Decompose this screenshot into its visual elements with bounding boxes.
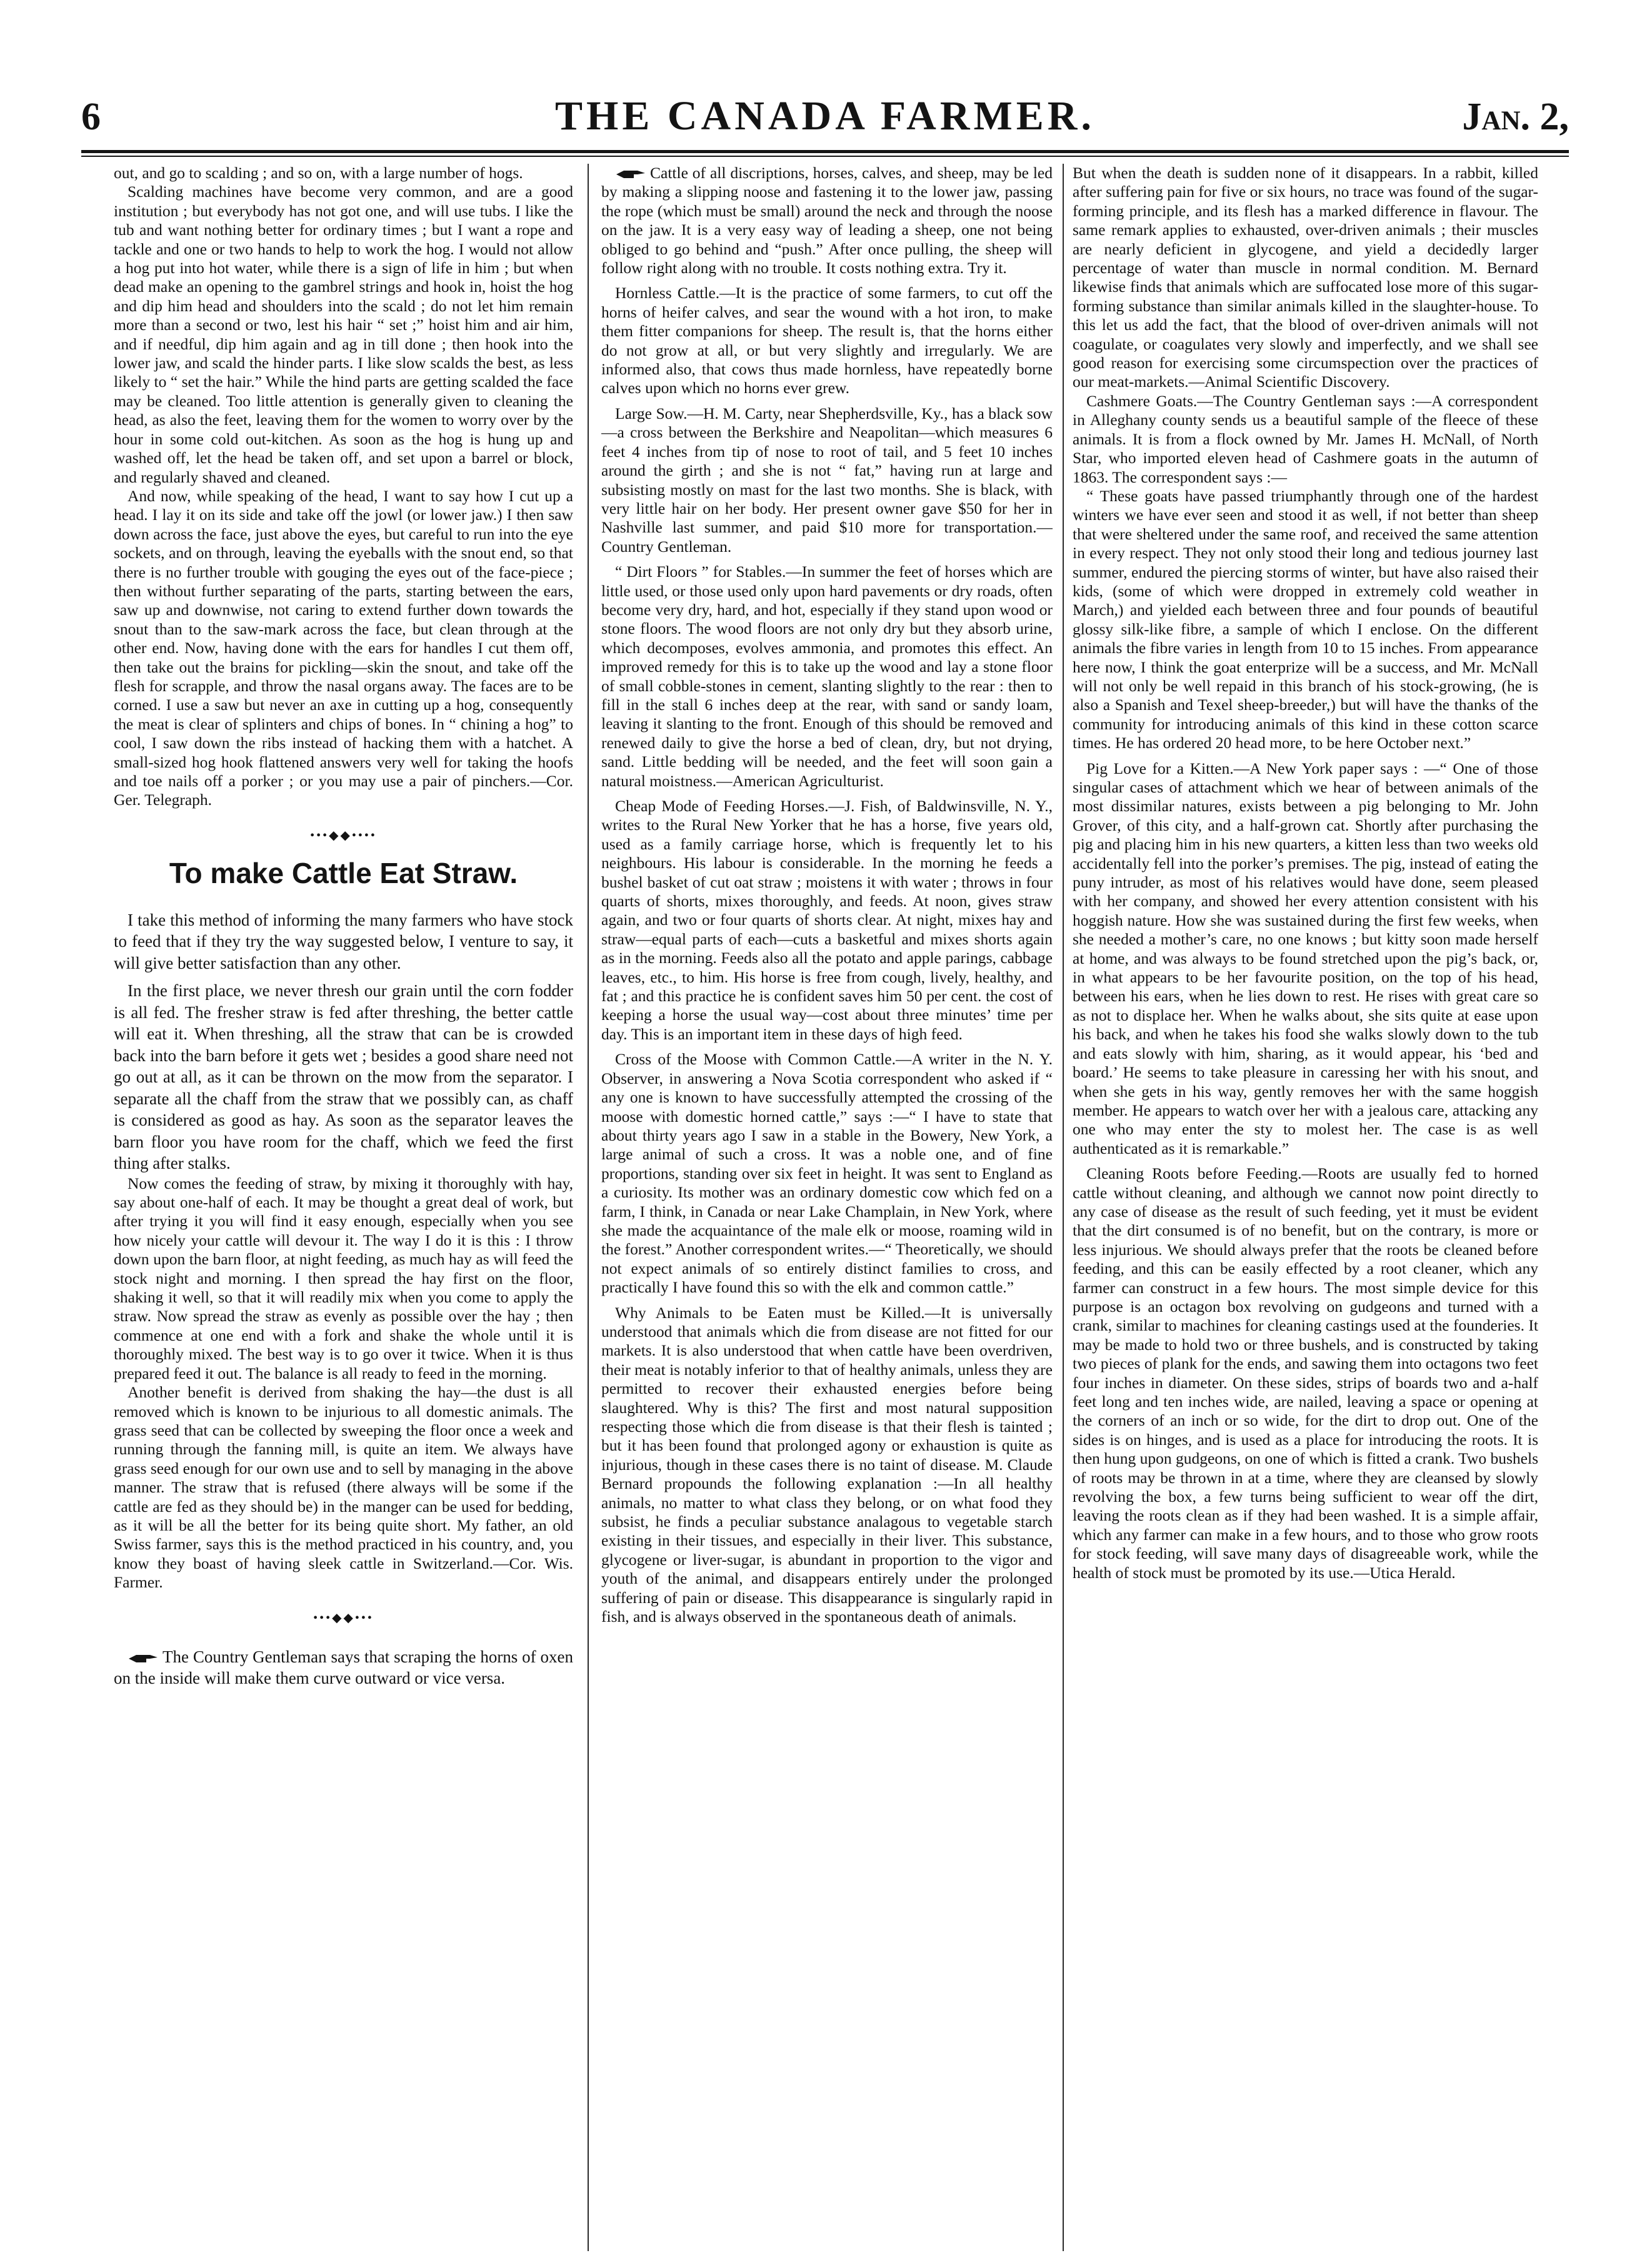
column-1 <box>114 164 573 2251</box>
article-paragraph: Cheap Mode of Feeding Horses.—J. Fish, of Baldwinsville, N. Y., writes to the Rural New Yorker that he has a horse, five years old, used as a family carriage horse, which is frequently let to his neighbours. His labour is considerable. In the morning he feeds a bushel basket of cut oat straw ; moistens it with water ; throws in four quarts of shorts, mixes thoroughly, and feeds. At noon, gives straw again, and two or four quarts of shorts clear. At night, mixes hay and straw—equal parts of each—cuts a basketful and mixes shorts again as in the morning. Feeds also all the potato and apple parings, cabbage leaves, etc., to him. His horse is free from cough, lively, healthy, and fat ; and this practice he is confident saves him 50 per cent. the cost of keeping a horse the usual way—cost about three minutes’ time per day. This is an important item in these days of high feed. <box>601 797 1053 1043</box>
pointing-hand-icon <box>615 168 646 181</box>
article-paragraph: Cashmere Goats.—The Country Gentleman says :—A correspondent in Alleghany county sends us a beautiful sample of the fleece of these animals. It is from a flock owned by Mr. James H. McNall, of North Star, who imported eleven head of Cashmere goats in the autumn of 1863. The correspondent says :— <box>1073 391 1538 486</box>
article-paragraph: Hornless Cattle.—It is the practice of some farmers, to cut off the horns of heifer calves, and sear the wound with a hot iron, to make them fitter companions for sheep. The result is, that the horns either do not grow at all, or but very slightly and irregularly. We are informed also, that cows thus made hornless, have repeatedly borne calves upon which no horns ever grew. <box>601 284 1053 397</box>
article-paragraph: The Country Gentleman says that scraping the horns of oxen on the inside will make them curve outward or vice versa. <box>114 1647 573 1688</box>
article-paragraph: And now, while speaking of the head, I want to say how I cut up a head. I lay it on its side and take off the jowl (or lower jaw.) I then saw down across the face, just above the eyes, but careful to run into the eye sockets, and on through, leaving the eyeballs with the snout end, so that there is no further trouble with gouging the eyes out of the face-piece ; then without further separating of the parts, starting between the ears, saw up and downwise, not caring to extend further down towards the snout than to the saw-mark across the face, but clean through at the other end. Now, having done with the ears for handles I cut them off, then take out the brains for pickling—skin the snout, and take off the flesh for scrapple, and throw the nasal organs away. The faces are to be corned. I use a saw but never an axe in cutting up a hog, consequently the meat is clear of splinters and chips of bones. In “ chining a hog” to cool, I saw down the ribs instead of hacking them with a hatchet. A small-sized hog hook flattened answers very well for taking the hoofs and toe nails off a porker ; or you may use a pair of pinchers.—Cor. Ger. Telegraph. <box>114 486 573 809</box>
header-rule-thin <box>81 156 1569 157</box>
article-paragraph: “ Dirt Floors ” for Stables.—In summer the feet of horses which are little used, or those used only upon hard pavements or dry roads, often become very dry, hard, and hot, especially if they stand upon wood or stone floors. The wood floors are not only dry but they absorb urine, which decomposes, evolves ammonia, and promotes this effect. An improved remedy for this is to take up the wood and lay a stone floor of small cobble-stones in cement, slanting slightly to the rear : then to fill in the stall 6 inches deep at the rear, with sand or sandy loam, leaving it slanting to the front. Enough of this should be removed and renewed daily to give the horse a bed of clean, dry, but not drying, sand. Little bedding will be needed, and the feet will soon gain a natural moistness.—American Agriculturist. <box>601 562 1053 790</box>
column-3 <box>1073 164 1538 2251</box>
article-heading: To make Cattle Eat Straw. <box>169 857 518 890</box>
page-header <box>81 92 1569 142</box>
column-divider <box>588 164 589 2251</box>
page-number: 6 <box>81 96 101 138</box>
article-paragraph: In the first place, we never thresh our grain until the corn fodder is all fed. The fresher straw is fed after threshing, the better cattle will eat it. When threshing, all the straw that can be is crowded back into the barn before it gets wet ; besides a good share need not go out at all, as it can be thrown on the mow from the separator. I separate all the chaff from the straw that we possibly can, as chaff is considered as good as hay. As soon as the separator leaves the barn floor you have room for the chaff, which we feed the first thing after stalks. <box>114 981 573 1173</box>
article-paragraph: Another benefit is derived from shaking the hay—the dust is all removed which is known to be injurious to all domestic animals. The grass seed that can be collected by sweeping the floor once a week and running through the fanning mill, is quite an item. We always have grass seed enough for our own use and to sell by managing in the above manner. The straw that is refused (there always will be some if the cattle are fed as they should be) in the manger can be used for bedding, as it will be all the better for its being quite short. My father, an old Swiss farmer, says this is the method practiced in his country, and, you know they boast of having sleek cattle in Switzerland.—Cor. Wis. Farmer. <box>114 1383 573 1592</box>
column-divider <box>1063 164 1064 2251</box>
issue-date: Jan. 2, <box>1462 96 1569 138</box>
article-paragraph: “ These goats have passed triumphantly through one of the hardest winters we have ever seen and stood it as well, if not better than sheep that were sheltered under the same roof, and received the same attention in every respect. They not only stood their long and tedious journey last summer, endured the piercing storms of winter, but have also raised their kids, (some of which were dropped in extremely cold weather in March,) and yielded each between three and four pounds of beautiful glossy silk-like fibre, a sample of which I enclose. On the different animals the fibre varies in length from 10 to 15 inches. From appearance here now, I think the goat enterprize will be a success, and Mr. McNall will not only be well repaid in this branch of his stock-growing, (he is also a Spanish and Texel sheep-breeder,) but will have the thanks of the community for introducing animals of this kind in these cotton scarce times. He has ordered 20 head more, to be here October next.” <box>1073 486 1538 752</box>
section-ornament: •••◆◆•••• <box>310 828 377 842</box>
article-paragraph: Large Sow.—H. M. Carty, near Shepherdsville, Ky., has a black sow—a cross between the Berkshire and Neapolitan—which measures 6 feet 4 inches from tip of nose to root of tail, and 5 feet 10 inches around the girth ; and she is not “ fat,” having run at large and subsisting mostly on mast for the last two months. She is black, with very little hair on her body. Her present owner gave $50 for her in Nashville last summer, and paid $10 more for transportation.—Country Gentleman. <box>601 404 1053 556</box>
section-ornament: •••◆◆••• <box>313 1611 374 1625</box>
masthead-title: THE CANADA FARMER. <box>555 93 1095 139</box>
article-paragraph: But when the death is sudden none of it disappears. In a rabbit, killed after suffering pain for five or six hours, no trace was found of the sugar-forming principle, and its flesh has a marked difference in flavour. The same remark applies to exhausted, over-driven animals ; their muscles are nearly deficient in glycogene, and yield a decidedly larger percentage of water than muscle in normal condition. M. Bernard likewise finds that animals which are suffocated lose more of this sugar-forming substance than similar animals killed in the slaughter-house. To this let us add the fact, that the blood of over-driven animals will not coagulate, or coagulates very slowly and imperfectly, and we shall see good reason for exercising some circumspection over the practices of our meat-markets.—Animal Scientific Discovery. <box>1073 164 1538 391</box>
article-paragraph: out, and go to scalding ; and so on, with a large number of hogs. <box>114 164 523 182</box>
pointing-hand-icon <box>128 1652 159 1665</box>
article-paragraph: I take this method of informing the many farmers who have stock to feed that if they try the way suggested below, I venture to say, it will give better satisfaction than any other. <box>114 910 573 972</box>
article-paragraph: Pig Love for a Kitten.—A New York paper says : —“ One of those singular cases of attachment which we hear of between animals of the most dissimilar natures, exists between a pig belonging to Mr. John Grover, of this city, and a half-grown cat. Shortly after purchasing the pig and placing him in his new quarters, a kitten less than two weeks old accidentally fell into the porker’s premises. The pig, instead of eating the puny intruder, as most of his relatives would have done, seem pleased with her company, and showed her every attention consistent with his hoggish nature. How she was sustained during the first few weeks, when she needed a mother’s care, no one knows ; but kitty soon made herself at home, and was always to be found stretched upon the pig’s back, or, in what appears to be her favourite position, on the top of his head, between his ears, when he lies down to rest. He rises with great care so as not to displace her. When he walks about, she sits quite at ease upon his back, and when he takes his food she walks slowly down to the tub and eats slowly with him, sharing, as it would appear, his ‘bed and board.’ He seems to take pleasure in caressing her with his snout, and when she gets in his way, gently removes her with the same hoggish member. He appears to watch over her with a jealous care, attacking any one who may enter the sty to molest her. The case is as well authenticated as it is remarkable.” <box>1073 759 1538 1157</box>
article-paragraph: Scalding machines have become very common, and are a good institution ; but everybody has not got one, and will use tubs. I like the tub and want nothing better for ordinary times ; but I want a rope and tackle and one or two hands to help to work the hog. I would not allow a hog put into hot water, while there is a sign of life in him ; but when dead make an opening to the gambrel strings and hook in, hoist the hog and dip him head and shoulders into the scald ; do not let him remain more than a second or two, lest his hair “ set ;” hoist him and air him, and if needful, dip him again and ag in till done ; then hook into the lower jaw, and scald the hinder parts. I like slow scalds the best, as less likely to “ set the hair.” While the hind parts are getting scalded the face may be cleaned. Too little attention is generally given to cleaning the head, as also the feet, leaving them for the women to worry over by the hour in some cold out-kitchen. As soon as the hog is hung up and washed off, let the head be taken off, and set upon a barrel or block, and regularly shaved and cleaned. <box>114 182 573 486</box>
article-paragraph: Now comes the feeding of straw, by mixing it thoroughly with hay, say about one-half of each. It may be thought a great deal of work, but after trying it you will find it easy enough, especially when you see how nicely your cattle will devour it. The way I do it is this : I throw down upon the barn floor, at night feeding, as much hay as will feed the stock night and morning. I then spread the hay first on the floor, shaking it well, so that it will readily mix when you come to apply the straw. Now spread the straw as evenly as possible over the hay ; then commence at one end with a fork and shake the whole until it is thoroughly mixed. The best way is to go over it twice. When it is thus prepared feed it out. The balance is all ready to feed in the morning. <box>114 1174 573 1382</box>
article-paragraph: Cross of the Moose with Common Cattle.—A writer in the N. Y. Observer, in answering a Nova Scotia correspondent who asked if “ any one is known to have successfully attempted the crossing of the moose with domestic horned cattle,” says :—“ I have to state that about thirty years ago I saw in a stable in the Bowery, New York, a large animal of such a cross. It was a noble one, and of fine proportions, standing over six feet in height. It was sent to England as a curiosity. Its mother was an ordinary domestic cow which fed on a farm, I think, in Canada or near Lake Champlain, in New York, where she made the acquaintance of the male elk or moose, roaming wild in the forest.” Another correspondent writes.—“ Theoretically, we should not expect animals of so entirely distinct families to cross, and practically I have found this so with the elk and common cattle.” <box>601 1050 1053 1297</box>
article-paragraph: Cattle of all discriptions, horses, calves, and sheep, may be led by making a slipping noose and fastening it to the lower jaw, passing the rope (which must be small) around the neck and through the noose on the jaw. It is a very easy way of leading a sheep, one not being obliged to go behind and “push.” After once pulling, the sheep will follow right along with no trouble. It costs nothing extra. Try it. <box>601 164 1053 277</box>
header-rule <box>81 150 1569 153</box>
column-2 <box>601 164 1053 2251</box>
article-paragraph: Why Animals to be Eaten must be Killed.—It is universally understood that animals which die from disease are not fitted for our markets. It is also understood that when cattle have been overdriven, their meat is notably inferior to that of healthy animals, unless they are permitted to recover their exhausted energies before being slaughtered. Why is this? The first and most natural supposition respecting those which die from disease is that their flesh is tainted ; but it has been found that prolonged agony or exhaustion is quite as injurious, though in these cases there is no taint of disease. M. Claude Bernard propounds the following explanation :—In all healthy animals, no matter to what class they belong, or on what food they subsist, he finds a peculiar substance analagous to vegetable starch existing in their tissues, and especially in their liver. This substance, glycogene or liver-sugar, is abundant in proportion to the vigor and youth of the animal, and disappears entirely under the prolonged suffering of pain or disease. This disappearance is singularly rapid in fish, and is always observed in the spontaneous death of animals. <box>601 1303 1053 1626</box>
article-paragraph: Cleaning Roots before Feeding.—Roots are usually fed to horned cattle without cleaning, and although we cannot now point directly to any case of disease as the result of such feeding, yet it must be evident that the dirt consumed is of no benefit, but on the contrary, is more or less injurious. We should always prefer that the roots be cleaned before feeding, and this can be easily effected by a root cleaner, which any farmer can construct in a few hours. The most simple device for this purpose is an octagon box revolving on gudgeons and turned with a crank, similar to machines for cleaning castings used at the founderies. It may be made to hold two or three bushels, and is constructed by taking two pieces of plank for the ends, and sawing them into octagons two feet four inches in diameter. On these sides, strips of boards two and a-half feet long and ten inches wide, are nailed, leaving a space or opening at the corners of an inch or so wide, for the dirt to drop out. One of the sides is on hinges, and is used as a place for introducing the roots. It is then hung upon gudgeons, on one of which is fitted a crank. Two bushels of roots may be thrown in at a time, where they are cleansed by slowly revolving the box, a few turns being sufficient to wear off the dirt, leaving the roots clean as if they had been washed. It is a simple affair, which any farmer can make in a few hours, and to those who grow roots for stock feeding, will save many days of disagreeable work, while the health of stock must be promoted by its use.—Utica Herald. <box>1073 1164 1538 1582</box>
